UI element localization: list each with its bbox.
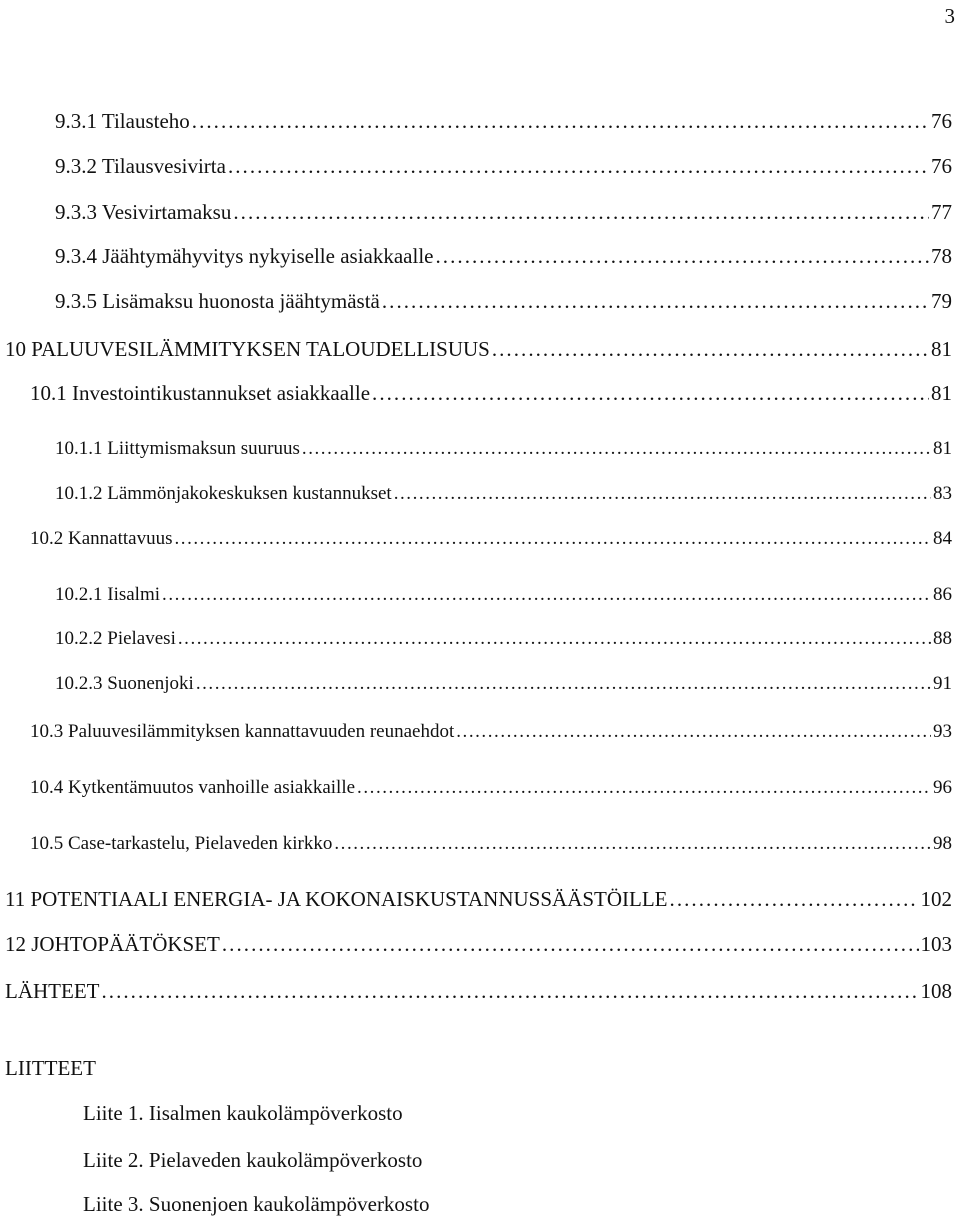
toc-entry-page: 102 — [920, 887, 952, 911]
toc-leader — [436, 241, 930, 271]
appendix-item: Liite 3. Suonenjoen kaukolämpöverkosto — [83, 1192, 430, 1216]
toc-entry-page: 98 — [933, 833, 952, 854]
toc-entry — [30, 524, 952, 554]
toc-leader — [394, 479, 931, 509]
toc-entry — [30, 773, 952, 803]
appendix-item: Liite 1. Iisalmen kaukolämpöverkosto — [83, 1101, 403, 1125]
toc-entry-page: 81 — [933, 438, 952, 459]
toc-leader — [174, 524, 931, 554]
toc-entry-page: 93 — [933, 721, 952, 742]
toc-entry — [5, 334, 952, 364]
toc-leader — [492, 334, 929, 364]
toc-leader — [222, 929, 919, 959]
toc-leader — [228, 151, 929, 181]
appendix-item: Liite 2. Pielaveden kaukolämpöverkosto — [83, 1148, 423, 1172]
toc-entry-title: 10.2 Kannattavuus — [30, 528, 173, 549]
toc-entry-page: 81 — [931, 381, 952, 405]
toc-entry — [30, 829, 952, 859]
toc-leader — [334, 829, 931, 859]
toc-entry-title: 9.3.4 Jäähtymähyvitys nykyiselle asiakkaalle — [55, 244, 434, 268]
toc-entry-title: 11 POTENTIAALI ENERGIA- JA KOKONAISKUSTANNUSSÄÄSTÖILLE — [5, 887, 668, 911]
toc-entry-title: 9.3.3 Vesivirtamaksu — [55, 200, 232, 224]
toc-entry-title: 9.3.5 Lisämaksu huonosta jäähtymästä — [55, 289, 380, 313]
toc-entry-title: 10.2.1 Iisalmi — [55, 584, 161, 605]
toc-entry-title: 10.2.2 Pielavesi — [55, 628, 176, 649]
toc-entry-page: 103 — [920, 932, 952, 956]
toc-entry-page: 77 — [931, 200, 952, 224]
toc-entry-title: 10.2.3 Suonenjoki — [55, 673, 194, 694]
toc-entry-page: 96 — [933, 777, 952, 798]
toc-entry-page: 79 — [931, 289, 952, 313]
toc-leader — [372, 378, 929, 408]
toc-entry-title: 12 JOHTOPÄÄTÖKSET — [5, 932, 220, 956]
toc-leader — [192, 106, 929, 136]
toc-entry — [55, 669, 952, 699]
toc-entry — [55, 106, 952, 136]
toc-entry — [55, 479, 952, 509]
page-number: 3 — [944, 4, 955, 28]
toc-entry-page: 83 — [933, 483, 952, 504]
toc-leader — [302, 434, 931, 464]
toc-entry — [5, 884, 952, 914]
toc-entry-title: 10.3 Paluuvesilämmityksen kannattavuuden reunaehdot — [30, 721, 455, 742]
toc-entry-page: 91 — [933, 673, 952, 694]
toc-entry-title: 9.3.1 Tilausteho — [55, 109, 190, 133]
toc-entry-page: 108 — [920, 979, 952, 1003]
toc-leader — [382, 286, 929, 316]
toc-entry — [55, 286, 952, 316]
toc-entry — [55, 580, 952, 610]
toc-entry-title: 10.5 Case-tarkastelu, Pielaveden kirkko — [30, 833, 333, 854]
toc-entry-title: LÄHTEET — [5, 979, 100, 1003]
toc-entry-page: 84 — [933, 528, 952, 549]
toc-entry-page: 81 — [931, 337, 952, 361]
toc-leader — [233, 197, 929, 227]
toc-entry-title: 10.1.2 Lämmönjakokeskuksen kustannukset — [55, 483, 392, 504]
toc-entry-title: 10.1 Investointikustannukset asiakkaalle — [30, 381, 371, 405]
toc-entry — [5, 976, 952, 1006]
toc-entry-title: 10.4 Kytkentämuutos vanhoille asiakkaille — [30, 777, 356, 798]
toc-entry-title: 9.3.2 Tilausvesivirta — [55, 154, 226, 178]
toc-entry-page: 86 — [933, 584, 952, 605]
toc-leader — [357, 773, 931, 803]
toc-entry — [55, 241, 952, 271]
toc-entry-title: 10 PALUUVESILÄMMITYKSEN TALOUDELLISUUS — [5, 337, 490, 361]
toc-entry — [55, 197, 952, 227]
toc-leader — [670, 884, 919, 914]
toc-leader — [101, 976, 918, 1006]
toc-entry — [30, 717, 952, 747]
toc-leader — [178, 624, 931, 654]
toc-entry-page: 88 — [933, 628, 952, 649]
toc-entry-page: 78 — [931, 244, 952, 268]
toc-entry — [55, 624, 952, 654]
toc-entry — [55, 434, 952, 464]
toc-entry-title: 10.1.1 Liittymismaksun suuruus — [55, 438, 300, 459]
toc-leader — [196, 669, 931, 699]
toc-entry-page: 76 — [931, 109, 952, 133]
toc-leader — [456, 717, 931, 747]
appendix-heading: LIITTEET — [5, 1056, 96, 1080]
toc-entry — [30, 378, 952, 408]
toc-entry-page: 76 — [931, 154, 952, 178]
toc-entry — [5, 929, 952, 959]
toc-entry — [55, 151, 952, 181]
toc-leader — [162, 580, 931, 610]
